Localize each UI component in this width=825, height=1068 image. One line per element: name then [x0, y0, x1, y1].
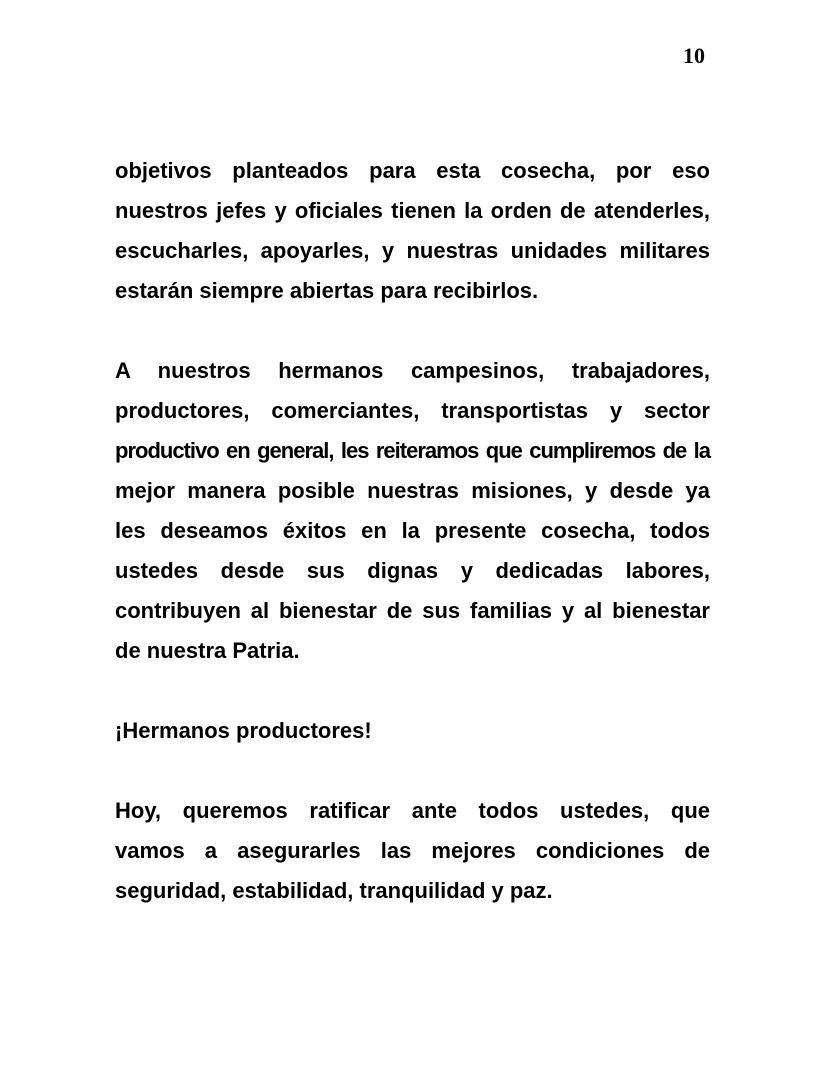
text-line: productivo en general, les reiteramos que cumpliremos de la: [115, 438, 710, 463]
text-line: productores, comerciantes, transportistas y sector: [115, 398, 710, 423]
document-body: [115, 151, 710, 911]
text-line: nuestros jefes y oficiales tienen la orden de atenderles,: [115, 198, 710, 223]
text-line: les deseamos éxitos en la presente cosecha, todos: [115, 518, 710, 543]
paragraph-hoy-ratificar: [115, 791, 710, 911]
text-line: ustedes desde sus dignas y dedicadas labores,: [115, 558, 710, 583]
text-line: vamos a asegurarles las mejores condiciones de: [115, 838, 710, 863]
paragraph-hermanos-campesinos: [115, 351, 710, 671]
text-line: contribuyen al bienestar de sus familias y al bienestar: [115, 598, 710, 623]
text-line: mejor manera posible nuestras misiones, y desde ya: [115, 478, 710, 503]
text-line: objetivos planteados para esta cosecha, por eso: [115, 158, 710, 183]
text-line: seguridad, estabilidad, tranquilidad y paz.: [115, 878, 553, 903]
paragraph-objetivos: [115, 151, 710, 311]
page-number: 10: [683, 43, 705, 68]
text-line: A nuestros hermanos campesinos, trabajadores,: [115, 358, 710, 383]
text-line: ¡Hermanos productores!: [115, 718, 372, 743]
paragraph-hermanos-productores: [115, 711, 710, 751]
text-line: Hoy, queremos ratificar ante todos ustedes, que: [115, 798, 710, 823]
text-line: estarán siempre abiertas para recibirlos.: [115, 278, 539, 303]
text-line: de nuestra Patria.: [115, 638, 300, 663]
text-line: escucharles, apoyarles, y nuestras unidades militares: [115, 238, 710, 263]
